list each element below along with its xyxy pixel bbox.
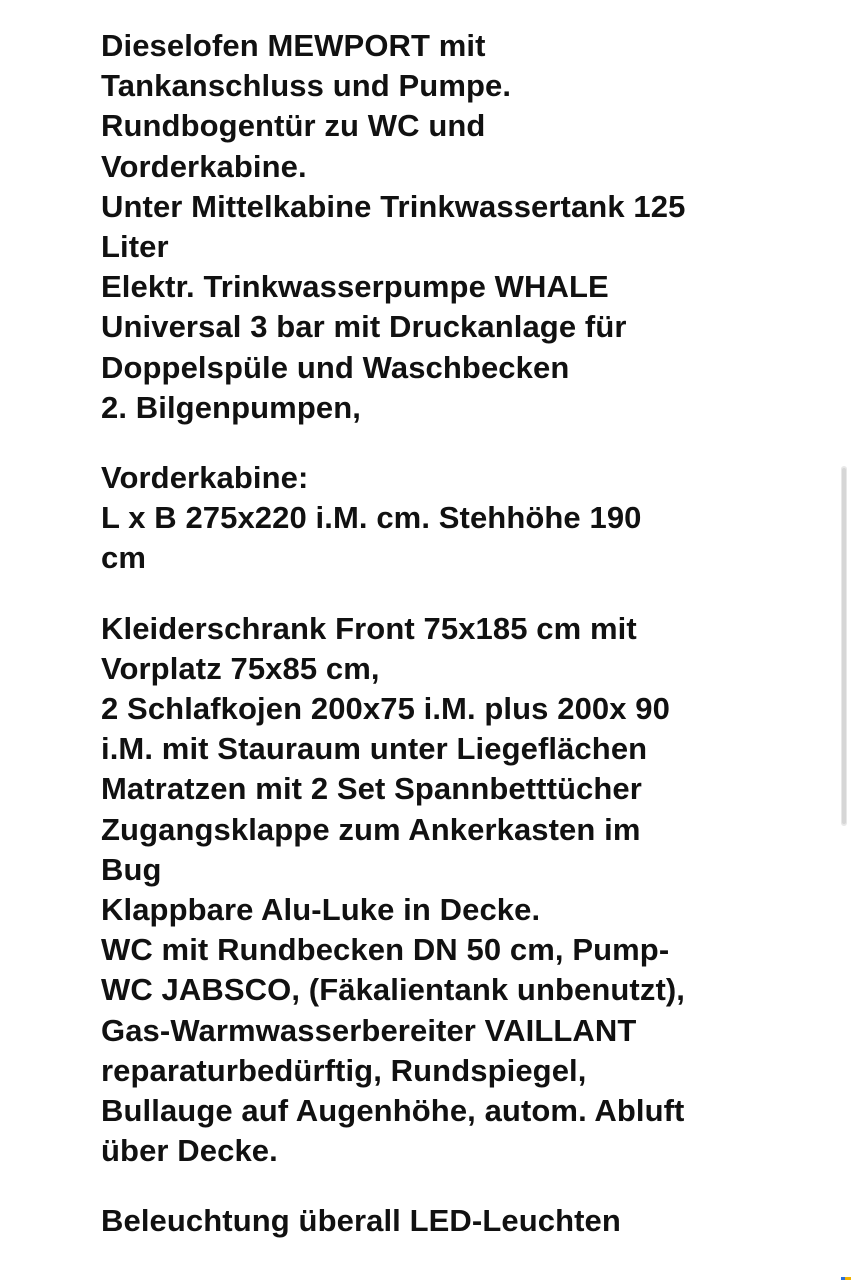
scrollbar-thumb[interactable]	[842, 468, 846, 824]
document-body	[101, 26, 801, 1242]
text-line: Rundbogentür zu WC und	[101, 108, 486, 144]
text-line: Klappbare Alu-Luke in Decke.	[101, 892, 541, 928]
text-line: Unter Mittelkabine Trinkwassertank 125	[101, 188, 686, 224]
text-line: Vorplatz 75x85 cm,	[101, 650, 380, 686]
text-line: Vorderkabine:	[101, 460, 309, 496]
text-line: Tankanschluss und Pumpe.	[101, 68, 512, 104]
paragraph-cabin-details	[101, 609, 801, 1172]
text-line: Vorderkabine.	[101, 148, 307, 184]
text-line: Kleiderschrank Front 75x185 cm mit	[101, 610, 637, 646]
text-line: reparaturbedürftig, Rundspiegel,	[101, 1052, 587, 1088]
text-line: Bug	[101, 851, 162, 887]
text-line: über Decke.	[101, 1133, 278, 1169]
paragraph-spacer	[101, 579, 801, 609]
text-line: Gas-Warmwasserbereiter VAILLANT	[101, 1012, 637, 1048]
paragraph-spacer	[101, 1171, 801, 1201]
text-line: 2. Bilgenpumpen,	[101, 389, 361, 425]
text-line: Universal 3 bar mit Druckanlage für	[101, 309, 627, 345]
text-line: Doppelspüle und Waschbecken	[101, 349, 570, 385]
text-line: Liter	[101, 229, 169, 265]
text-line: 2 Schlafkojen 200x75 i.M. plus 200x 90	[101, 691, 670, 727]
text-line: Zugangsklappe zum Ankerkasten im	[101, 811, 641, 847]
paragraph-spacer	[101, 428, 801, 458]
text-line: Elektr. Trinkwasserpumpe WHALE	[101, 269, 609, 305]
text-line: cm	[101, 540, 147, 576]
text-line: WC JABSCO, (Fäkalientank unbenutzt),	[101, 972, 686, 1008]
text-line: i.M. mit Stauraum unter Liegeflächen	[101, 731, 648, 767]
paragraph-equipment	[101, 26, 801, 428]
paragraph-lighting	[101, 1201, 801, 1241]
text-line: L x B 275x220 i.M. cm. Stehhöhe 190	[101, 500, 642, 536]
paragraph-front-cabin	[101, 458, 801, 579]
text-line: Dieselofen MEWPORT mit	[101, 28, 486, 63]
text-line: Beleuchtung überall LED-Leuchten	[101, 1203, 621, 1239]
text-line: WC mit Rundbecken DN 50 cm, Pump-	[101, 932, 670, 968]
text-line: Bullauge auf Augenhöhe, autom. Abluft	[101, 1093, 685, 1129]
text-line: Matratzen mit 2 Set Spannbetttücher	[101, 771, 642, 807]
